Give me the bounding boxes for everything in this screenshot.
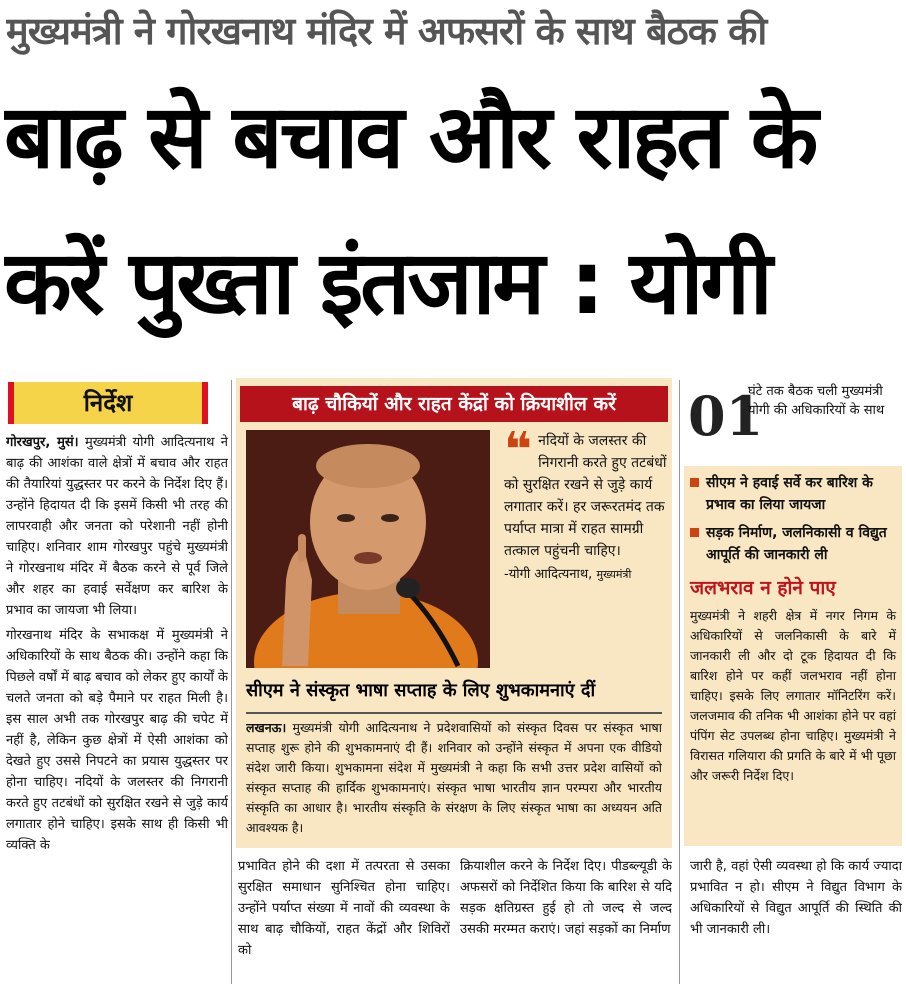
highlight-item: सड़क निर्माण, जलनिकासी व विद्युत आपूर्ति की जानकारी ली xyxy=(690,522,896,566)
story-paragraph-2: गोरखनाथ मंदिर के सभाकक्ष में मुख्यमंत्री ने अधिकारियों के साथ बैठक की। उन्होंने कहा कि पिछले वर्षों में बाढ़ बचाव को लेकर हुए कार्यों के चलते जनता को बड़े पैमाने पर राहत मिली है। इस साल अभी तक गोरखपुर बाढ़ की चपेट में नहीं है, लेकिन कुछ क्षेत्रों में ऐसी आशंका को देखते हुए उससे निपटने का प्रयास युद्धस्तर पर होना चाहिए। नदियों के जलस्तर की निगरानी करते हुए तटबंधों को सुरक्षित रखने से जुड़े कार्य लगातार होने चाहिए। इसके साथ ही किसी भी व्यक्ति के xyxy=(6,628,228,853)
quote-mark-icon: ❝ xyxy=(504,422,533,478)
story-paragraph-1-text: मुख्यमंत्री योगी आदित्यनाथ ने बाढ़ की आशंका वाले क्षेत्रों में बचाव और राहत की तैयारियां युद्धस्तर पर करने के निर्देश दिए हैं। उन्होंने हिदायत दी कि इसमें किसी भी तरह की लापरवाही और जनता को परेशानी नहीं होनी चाहिए। शनिवार शाम गोरखपुर पहुंचे मुख्यमंत्री ने गोरखनाथ मंदिर में बैठक करने से पूर्व जिले और शहर का हवाई सर्वेक्षण कर बारिश के प्रभाव का जायजा भी लिया। xyxy=(6,435,228,618)
pull-quote xyxy=(504,422,668,668)
story-paragraph-1 xyxy=(6,432,228,621)
fact-number: 01 xyxy=(688,384,764,448)
fact-text: घंटे तक बैठक चली मुख्यमंत्री योगी की अधिकारियों के साथ xyxy=(748,384,885,418)
feature-heading-bar xyxy=(240,386,668,422)
box-heading: जलभराव न होने पाए xyxy=(690,577,836,599)
feature-box xyxy=(236,378,672,848)
highlights-box xyxy=(684,466,902,846)
headline-line-2: करें पुख्ता इंतजाम : योगी xyxy=(4,231,770,334)
kicker-headline: मुख्यमंत्री ने गोरखनाथ मंदिर में अफसरों के साथ बैठक की xyxy=(6,9,767,53)
sub-story-heading: सीएम ने संस्कृत भाषा सप्ताह के लिए शुभकामनाएं दीं xyxy=(246,680,596,701)
column-divider xyxy=(231,380,232,984)
sub-dateline: लखनऊ। xyxy=(246,720,287,735)
story-column-4: जारी है, वहां ऐसी व्यवस्था हो कि कार्य ज्यादा प्रभावित न हो। सीएम ने विद्युत विभाग के अधिकारियों से विद्युत आपूर्ति की स्थिति की भी जानकारी ली। xyxy=(690,859,902,937)
cm-photo xyxy=(246,430,490,668)
quote-attribution xyxy=(504,564,668,586)
highlight-item: सीएम ने हवाई सर्वे कर बारिश के प्रभाव का लिया जायजा xyxy=(690,472,896,516)
quote-role: मुख्यमंत्री xyxy=(596,568,632,581)
dateline: गोरखपुर, मुसं। xyxy=(6,435,79,450)
box-body: मुख्यमंत्री ने शहरी क्षेत्र में नगर निगम के अधिकारियों से जलनिकासी के बारे में जानकारी ली और दो टूक हिदायत दी कि बारिश होने पर कहीं जलभराव नहीं होना चाहिए। इसके लिए लगातार मॉनिटरिंग करें। जलजमाव की तनिक भी आशंका होने पर वहां पंपिंग सेट उपलब्ध होना चाहिए। मुख्यमंत्री ने विरासत गलियारा की प्रगति के बारे में भी पूछा और जरूरी निर्देश दिए। xyxy=(690,608,896,783)
column-divider xyxy=(679,380,680,984)
story-column-2: प्रभावित होने की दशा में तत्परता से उसका सुरक्षित समाधान सुनिश्चित होना चाहिए। उन्होंने पर्याप्त संख्या में नावों की व्यवस्था के साथ बाढ़ चौकियों, राहत केंद्रों और शिविरों को xyxy=(238,859,450,958)
quote-text: नदियों के जलस्तर की निगरानी करते हुए तटबंधों को सुरक्षित रखने से जुड़े कार्य लगातार करें। हर जरूरतमंद तक पर्याप्त मात्रा में राहत सामग्री तत्काल पहुंचनी चाहिए। xyxy=(504,433,667,559)
story-column-1 xyxy=(6,432,228,982)
feature-heading: बाढ़ चौकियों और राहत केंद्रों को क्रियाशील करें xyxy=(292,393,616,415)
story-column-3: क्रियाशील करने के निर्देश दिए। पीडब्ल्यूडी के अफसरों को निर्देशित किया कि बारिश से यदि सड़क क्षतिग्रस्त हुई हो तो जल्द से जल्द उसकी मरम्मत कराएं। जहां सड़कों का निर्माण xyxy=(460,859,672,937)
section-label-text: निर्देश xyxy=(83,389,133,417)
highlights-list xyxy=(684,466,902,566)
quote-author: -योगी आदित्यनाथ, xyxy=(504,567,593,582)
section-label xyxy=(8,382,208,424)
headline-line-1: बाढ़ से बचाव और राहत के xyxy=(4,85,816,188)
person-photo-illustration xyxy=(246,430,490,668)
sub-story-body xyxy=(246,718,662,842)
sub-story-text: मुख्यमंत्री योगी आदित्यनाथ ने प्रदेशवासियों को संस्कृत दिवस पर संस्कृत भाषा सप्ताह शुरू होने की शुभकामनाएं दी हैं। शनिवार को उन्होंने संस्कृत में अपना एक वीडियो संदेश जारी किया। शुभकामना संदेश में मुख्यमंत्री ने कहा कि सभी उत्तर प्रदेश वासियों को संस्कृत सप्ताह की हार्दिक शुभकामनाएं। संस्कृत भाषा भारतीय ज्ञान परम्परा और भारतीय संस्कृति का आधार है। भारतीय संस्कृति के संरक्षण के लिए संस्कृत भाषा का अध्ययन अति आवश्यक है। xyxy=(246,720,662,835)
divider xyxy=(246,712,662,714)
